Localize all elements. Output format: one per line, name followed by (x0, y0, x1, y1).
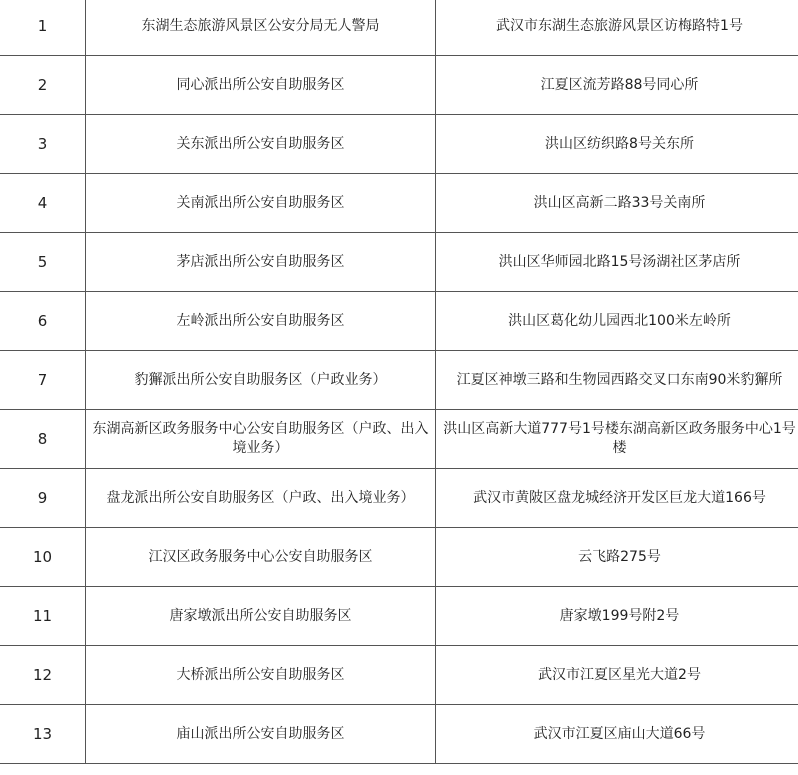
service-area-name-cell: 关东派出所公安自助服务区 (86, 115, 436, 174)
address-cell: 洪山区高新大道777号1号楼东湖高新区政务服务中心1号楼 (436, 410, 798, 469)
row-number-cell: 2 (0, 56, 86, 115)
row-number-cell: 13 (0, 705, 86, 764)
address-cell: 洪山区纺织路8号关东所 (436, 115, 798, 174)
service-area-name-cell: 豹獬派出所公安自助服务区（户政业务） (86, 351, 436, 410)
row-number-cell: 12 (0, 646, 86, 705)
table-row (0, 174, 798, 233)
service-area-name-cell: 庙山派出所公安自助服务区 (86, 705, 436, 764)
table-row (0, 351, 798, 410)
service-area-name-cell: 东湖高新区政务服务中心公安自助服务区（户政、出入境业务） (86, 410, 436, 469)
address-cell: 武汉市黄陂区盘龙城经济开发区巨龙大道166号 (436, 469, 798, 528)
row-number-cell: 9 (0, 469, 86, 528)
row-number-cell: 3 (0, 115, 86, 174)
service-area-name-cell: 同心派出所公安自助服务区 (86, 56, 436, 115)
row-number-cell: 1 (0, 0, 86, 56)
table-row (0, 587, 798, 646)
address-cell: 云飞路275号 (436, 528, 798, 587)
row-number-cell: 8 (0, 410, 86, 469)
service-area-name-cell: 盘龙派出所公安自助服务区（户政、出入境业务） (86, 469, 436, 528)
table-row (0, 0, 798, 56)
table-row (0, 705, 798, 764)
table-row (0, 233, 798, 292)
row-number-cell: 11 (0, 587, 86, 646)
service-area-name-cell: 茅店派出所公安自助服务区 (86, 233, 436, 292)
address-cell: 武汉市江夏区庙山大道66号 (436, 705, 798, 764)
address-cell: 江夏区流芳路88号同心所 (436, 56, 798, 115)
row-number-cell: 5 (0, 233, 86, 292)
address-cell: 洪山区葛化幼儿园西北100米左岭所 (436, 292, 798, 351)
table-row (0, 646, 798, 705)
address-cell: 武汉市江夏区星光大道2号 (436, 646, 798, 705)
table-row (0, 292, 798, 351)
address-cell: 洪山区华师园北路15号汤湖社区茅店所 (436, 233, 798, 292)
row-number-cell: 4 (0, 174, 86, 233)
address-cell: 洪山区高新二路33号关南所 (436, 174, 798, 233)
table-row (0, 528, 798, 587)
row-number-cell: 10 (0, 528, 86, 587)
service-area-name-cell: 关南派出所公安自助服务区 (86, 174, 436, 233)
row-number-cell: 7 (0, 351, 86, 410)
address-cell: 唐家墩199号附2号 (436, 587, 798, 646)
table-row (0, 115, 798, 174)
service-area-name-cell: 唐家墩派出所公安自助服务区 (86, 587, 436, 646)
row-number-cell: 6 (0, 292, 86, 351)
table-row (0, 410, 798, 469)
address-cell: 江夏区神墩三路和生物园西路交叉口东南90米豹獬所 (436, 351, 798, 410)
service-area-name-cell: 东湖生态旅游风景区公安分局无人警局 (86, 0, 436, 56)
table-row (0, 56, 798, 115)
service-area-name-cell: 江汉区政务服务中心公安自助服务区 (86, 528, 436, 587)
address-cell: 武汉市东湖生态旅游风景区访梅路特1号 (436, 0, 798, 56)
service-area-name-cell: 左岭派出所公安自助服务区 (86, 292, 436, 351)
table-row (0, 469, 798, 528)
service-area-name-cell: 大桥派出所公安自助服务区 (86, 646, 436, 705)
